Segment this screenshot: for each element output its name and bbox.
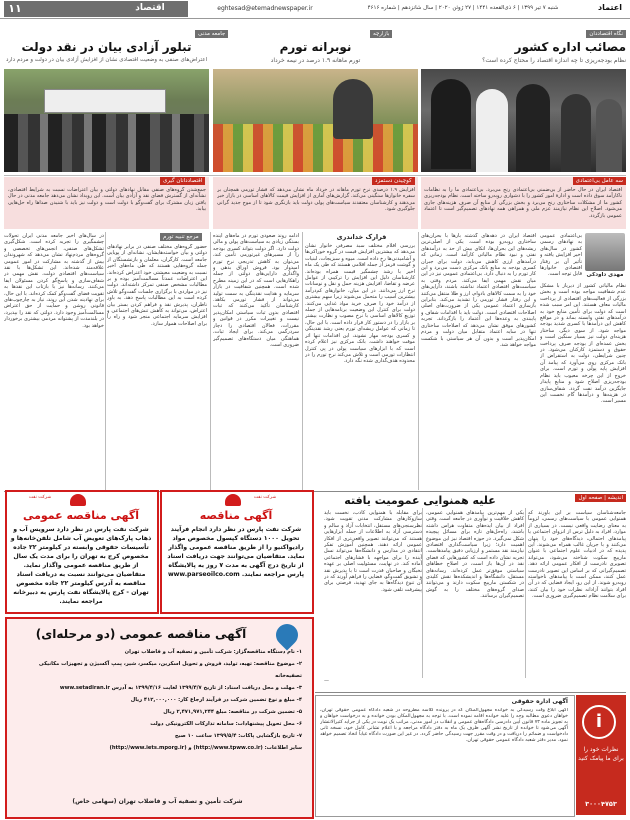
page-number: ۱۱ xyxy=(8,2,22,15)
article3-subhead: اعتراض‌های صنفی به وضعیت اقتصادی نشان از افزایش آزادی بیان در دولت و مردم دارد xyxy=(5,57,208,63)
article2-photo xyxy=(213,69,418,172)
col-d-tag: اقتصاددانان گیری xyxy=(160,177,205,185)
ad3-line: ۷- تاریخ بازگشایی پاکات: ۱۳۹۹/۵/۴ ساعت ۱۰ صبح xyxy=(174,733,302,739)
article4-col3: برای مقابله با همنوایی کاذب، نخست باید سازوکارهای مشارکت مدنی تقویت شود. نظرسنجی‌های مستقل، انتخابات آزاد و سالم و دسترسی آزاد به اطلاعات از جمله ابزارهایی هستند که می‌توانند تصویر واقعی‌تری از افکار عمومی ارائه دهند. همچنین آموزش تفکر انتقادی در مدارس و دانشگاه‌ها می‌تواند نسل آینده را برای مواجهه با فشارهای اجتماعی آماده کند. در نهایت، مسئولیت اصلی بر عهده نخبگان و صاحبان قدرت است تا با پذیرش نقد و تشویق گفت‌وگو، فضایی را فراهم آورند که در آن تنوع دیدگاه‌ها به جای تهدید، فرصتی برای پیشرفت تلقی شود. xyxy=(324,510,422,593)
ad3-company: شرکت تأمین و تصفیه آب و فاضلاب تهران (سهامی خاص) xyxy=(72,798,243,805)
article3-headline: تبلور آزادی بیان در نقد دولت xyxy=(21,40,192,54)
ad1-title: آگهی مناقصه عمومی xyxy=(22,509,140,522)
section-label: اقتصاد xyxy=(135,3,165,13)
info-icon: i xyxy=(582,705,616,739)
ad2-body: شرکت نفت پارس در نظر دارد انجام فرآیند تحویل ۱۰۰۰ دستگاه کپسول مخصوص مواد رادیواکتیو را از طریق مناقصه عمومی واگذار نماید. متقاضیان می‌توانند جهت دریافت اسناد از تاریخ درج آگهی به مدت ۷ روز به پالایشگاه پارس مراجعه نمایند. www.parseoilco.com xyxy=(167,526,305,578)
ad3-title: آگهی مناقصه عمومی (دو مرحله‌ای) xyxy=(35,627,247,641)
article3-intro-text: جمع‌شدن گروه‌های صنفی مقابل نهادهای دولتی و بیان اعتراضات نسبت به شرایط اقتصادی، نشانه‌ای از گسترش فضای نقد و آزادی بیان است. این رویداد نشان می‌دهد جامعه مدنی در حال یافتن زبان مشترک برای گفت‌وگو با دولت است و دولت نیز باید با شنیدن صداها راه حل‌هایی بیابد. xyxy=(8,187,206,213)
article2-headline: نوبرانه تورم xyxy=(279,40,352,54)
article4-byline: — xyxy=(324,678,329,684)
article1-tag: نگاه اقتصاددان xyxy=(586,30,626,38)
article4-col1: جامعه‌شناسان سیاست بر این باورند که همنوایی عمومی با سیاست‌های رسمی، لزوماً به معنای رضایت واقعی نیست. در بسیاری از موارد، افراد به دلیل ترس از انزوای اجتماعی یا پیامدهای احتمالی، دیدگاه‌های خود را پنهان می‌کنند و با جریان غالب همراه می‌شوند. این پدیده که در ادبیات علوم اجتماعی با عنوان مارپیچ سکوت شناخته می‌شود، می‌تواند تصویری نادرست از افکار عمومی ارائه دهد. تصمیم‌گیرانی که بر اساس این تصویر نادرست عمل کنند، ممکن است با پیامدهای ناخواسته روبه‌رو شوند. از این رو، ایجاد فضایی که در آن افراد بتوانند آزادانه نظرات خود را بیان کنند، برای سلامت نظام تصمیم‌گیری ضروری است. xyxy=(528,510,626,600)
article1-subhead: نظام بودجه‌ریزی تا چه اندازه اقتصاد را محتاج کرده است؟ xyxy=(482,57,626,64)
column-4-text: بررسی اقلام مختلف سبد مصرفی خانوار نشان می‌دهد که بیشترین افزایش قیمت در گروه خوراکی‌ها و آشامیدنی‌ها رخ داده است. میوه و سبزیجات، لبنیات و گوشت قرمز از جمله اقلامی هستند که طی یک ماه اخیر با رشد چشمگیر قیمت همراه بوده‌اند. کارشناسان دلیل این افزایش را ترکیبی از عوامل عرضه و تقاضا، افزایش هزینه حمل و نقل و نوسانات نرخ ارز می‌دانند. در این میان، خانوارهای کم‌درآمد بیشترین آسیب را متحمل می‌شوند زیرا سهم بیشتری از درآمد خود را صرف خرید مواد غذایی می‌کنند. دولت برای کنترل این وضعیت برنامه‌هایی از جمله توزیع کالاهای اساسی با نرخ مصوب و نظارت بیشتر بر بازار را در دستور کار قرار داده است. با این حال، تا زمانی که عوامل ریشه‌ای تورم یعنی رشد نقدینگی و کسری بودجه مهار نشوند، این اقدامات تنها اثر موقت خواهند داشت. بانک مرکزی نیز اعلام کرده است که با ابزارهای سیاست پولی در پی کنترل انتظارات تورمی است و تلاش می‌کند نرخ تورم را در محدوده هدف‌گذاری شده نگه دارد. xyxy=(305,243,415,365)
ad1-logo-icon xyxy=(70,494,86,506)
dateline: شنبه ۷ تیر ۱۳۹۹ | ۶ ذی‌القعده ۱۴۴۱ | ۲۷ ژوئن ۲۰۲۰ | سال شانزدهم | شماره ۴۶۱۶ xyxy=(367,5,559,11)
ad3-line: ۴- مبلغ و نوع تضمین شرکت در فرآیند ارجاع کار: ۴۱۲,۰۰۰,۰۰۰ ریال xyxy=(130,697,302,703)
ad1-logo: شرکت نفت xyxy=(28,495,52,500)
email: eghtesad@etemadnewspaper.ir xyxy=(217,5,313,12)
article2-intro-text: افزایش ۱.۹ درصدی نرخ تورم ماهانه در خرداد ماه نشان می‌دهد که فشار تورمی همچنان بر سفره خانوارها سنگینی می‌کند. گزارش‌های آماری از افزایش قیمت کالاهای اساسی در بازار خبر می‌دهند و کارشناسان معتقدند سیاست‌های پولی دولت باید بازنگری شود تا از موج جدید گرانی جلوگیری شود. xyxy=(217,187,415,213)
article3-photo xyxy=(4,69,209,172)
newspaper-logo: اعتماد xyxy=(598,3,622,12)
sms-label: نظرات خود را برای ما پیامک کنید xyxy=(578,746,624,762)
ad3-line: ۶- محل تحویل پیشنهادات: سامانه تدارکات الکترونیکی دولت xyxy=(150,721,302,727)
ad3-line: ۳- مهلت و محل دریافت اسناد: از تاریخ ۱۳۹۹/۴/۷ لغایت ۱۳۹۹/۴/۱۶ به آدرس www.setadiran.ir xyxy=(59,685,302,691)
article2-tag: بازارچه xyxy=(370,30,392,38)
notice-title: آگهی اداره حقوقی xyxy=(511,698,568,705)
ad2-title: آگهی مناقصه xyxy=(199,509,273,522)
author-photo xyxy=(585,233,625,271)
ad1-body: شرکت نفت پارس در نظر دارد سرویس آب و ذهاب پارک‌های تعویض آب شامل تلفن‌خانه‌ها و تأسیسات حقوقی وابسته در کیلومتر ۲۲ جاده مخصوص کرج به تهران را برای مدت یک سال از طریق مناقصه عمومی واگذار نماید. متقاضیان می‌توانند نسبت به دریافت اسناد مناقصه به آدرس کیلومتر ۲۲ جاده مخصوص تهران - کرج پالایشگاه نفت پارس به دبیرخانه مراجعه نمایند. xyxy=(10,526,152,605)
ad3-line: ۲- موضوع مناقصه: تهیه، تولید، فروش و تحویل اسکرین، میکسر، شیر، پمپ آکسیژن و تجهیزات مکانیکی تصفیه‌خانه xyxy=(38,661,302,679)
col-e-tag: مرجع تنبیه تورم xyxy=(160,233,202,241)
article4-headline: علیه همنوایی عمومیت یافته xyxy=(344,494,496,507)
sms-number: ۳۰۰۰۴۷۵۳ xyxy=(585,800,617,808)
column-6-text: حضور گروه‌های مختلف صنفی در برابر نهادهای دولتی و بیان خواسته‌هایشان، نشانه‌ای از پویایی جامعه است. کارگران، معلمان و بازنشستگان از جمله گروه‌هایی هستند که طی ماه‌های اخیر نسبت به وضعیت معیشتی خود اعتراض کرده‌اند. این اعتراضات عمدتاً مسالمت‌آمیز بوده و بر مطالبات مشخص صنفی تمرکز داشته‌اند. دولت نیز در مواردی با برگزاری جلسات گفت‌وگو تلاش کرده است به این مطالبات پاسخ دهد. به باور ناظران، پذیرش نقد و فراهم کردن بستر بیان اعتراض، می‌تواند به کاهش تنش‌های اجتماعی و افزایش سرمایه اجتماعی منجر شود و راه را برای اصلاحات هموار سازد. xyxy=(107,244,207,327)
article1-photo xyxy=(421,69,626,172)
column-2-text: نظام مالیاتی کشور از دیرباز با مشکل عدم شفافیت مواجه بوده است و بخش بزرگی از فعالیت‌های اقتصادی از پرداخت مالیات معاف هستند. این امر سبب شده است که دولت برای تأمین منابع خود به درآمدهای نفتی وابسته بماند و در مواقع کاهش این درآمدها با کسری شدید بودجه مواجه شود. از سوی دیگر، ساختار هزینه‌ای دولت نیز بسیار سنگین است و بخش عمده‌ای از بودجه صرف پرداخت حقوق و دستمزد کارکنان می‌شود. در چنین شرایطی، دولت به استقراض از بانک مرکزی روی می‌آورد که پیامد آن افزایش پایه پولی و تورم است. برای خروج از این چرخه معیوب باید نظام بودجه‌ریزی اصلاح شود و منابع پایدار جایگزین درآمد نفت گردد. شفاف‌سازی در هزینه‌ها و درآمدها گام نخست این مسیر است. xyxy=(540,283,626,405)
article4-col2: یکی از مهم‌ترین پیامدهای همنوایی عمومی، کاهش خلاقیت و نوآوری در جامعه است. وقتی افراد از بیان ایده‌های متفاوت هراس داشته باشند، راه‌حل‌های تازه برای مسائل پیچیده شکل نمی‌گیرد. در حوزه اقتصاد نیز این موضوع اهمیت دارد؛ زیرا سیاست‌گذاری اقتصادی نیازمند نقد مستمر و ارزیابی دقیق پیامدهاست. تجربه نشان داده است که کشورهایی که فضای نقد در آن‌ها باز است، در اصلاح خطاهای سیاستی موفق‌تر عمل کرده‌اند. رسانه‌های مستقل، دانشگاه‌ها و اندیشکده‌ها نقش کلیدی در شکستن مارپیچ سکوت دارند و می‌توانند صدای گروه‌های مختلف را به گوش تصمیم‌گیران برسانند. xyxy=(426,510,524,600)
col-b-title: قرارک خداندری xyxy=(336,233,387,241)
column-3-text: اقتصاد ایران در دهه‌های گذشته بارها با بحران‌های ساختاری روبه‌رو بوده است. یکی از اصلی‌ترین ریشه‌های این بحران‌ها، اتکای بیش از حد به درآمدهای نفتی و نبود نظام مالیاتی کارآمد است. زمانی که درآمدهای ارزی کاهش می‌یابد، دولت برای جبران کسری بودجه به منابع بانک مرکزی دست می‌برد و این کار تورم را به دنبال دارد. بی‌اعتمادی عمومی نیز در این میان نقش مهمی ایفا می‌کند. مردم وقتی به سیاست‌های اقتصادی اعتماد نداشته باشند، دارایی‌های خود را به سمت کالاهای بادوام، ارز و طلا منتقل می‌کنند و این رفتار فشار تورمی را تشدید می‌کند. بنابراین بازسازی اعتماد عمومی یکی از ضرورت‌های اصلی اصلاحات اقتصادی است. دولت باید با اقدامات شفاف و پایبندی به وعده‌ها این اعتماد را بازگرداند. تجربه کشورهای موفق نشان می‌دهد که اصلاحات ساختاری تنها در سایه اعتماد متقابل میان دولت و مردم امکان‌پذیر است و بدون آن هر سیاستی با شکست مواجه خواهد شد. xyxy=(421,233,536,348)
article1-intro-text: اقتصاد ایران در حال حاضر از بی‌ضمنی بی‌اعتمادی رنج می‌برد. بی‌اعتمادی ما را به نظامات ناکارآمد سوق داده است و ادارهٔ امور کشور را با دشواری روبه‌رو ساخته است. نظام بودجه‌ریزی کشور ما از مشکلات ساختاری رنج می‌برد و بخش بزرگی از منابع آن صرف هزینه‌های جاری می‌شود. اصلاح این نظام نیازمند عزم ملی و همراهی همه نهادهای تصمیم‌گیر است تا اعتماد عمومی بازگردد. xyxy=(424,187,622,219)
col-c-tag: کوچیدن دستمزد xyxy=(372,177,415,185)
column-1-text: بی‌اعتمادی عمومی به نهادهای رسمی کشور در سال‌های اخیر افزایش یافته و تأثیر آن بر رفتار اقتصادی خانوارها قابل توجه است. xyxy=(540,233,582,278)
masthead xyxy=(0,0,630,19)
column-5-text: ادامه روند صعودی تورم در ماه‌های آینده بستگی زیادی به سیاست‌های پولی و مالی دولت دارد. اگر دولت بتواند کسری بودجه را از مسیرهای غیرتورمی تأمین کند، می‌توان به کاهش تدریجی نرخ تورم امیدوار بود. فروش اوراق بدهی و واگذاری دارایی‌های دولتی از جمله راهکارهایی است که در این زمینه مطرح شده است. همچنین شفافیت در بازار سرمایه و هدایت نقدینگی به سمت تولید می‌تواند از فشار تورمی بکاهد. کارشناسان تأکید می‌کنند که ثبات اقتصادی بدون ثبات سیاستی امکان‌پذیر نیست و تغییرات مکرر در قوانین و مقررات، فعالان اقتصادی را دچار سردرگمی می‌کند. برای ایجاد ثبات، هماهنگی میان دستگاه‌های تصمیم‌گیر ضروری است. xyxy=(213,233,299,348)
article2-subhead: تورم ماهانه ۱.۹ درصد در نیمه خرداد xyxy=(270,57,361,64)
author-name: مهدی داودکی xyxy=(586,272,624,278)
article3-tag: جامعه مدنی xyxy=(195,30,228,38)
article4-tag: اندیشه | صفحه اول xyxy=(575,494,626,502)
ad3-line: ۱- نام دستگاه مناقصه‌گزار: شرکت تأمین و تصفیه آب و فاضلاب تهران xyxy=(124,649,302,655)
notice-text: آگهی ابلاغ وقت رسیدگی به خوانده مجهول‌المکان که در پرونده کلاسه مطروحه در شعبه دادگاه عمومی حقوقی تهران، خواهان دعوی مطالبه وجه را علیه خوانده اقامه نموده است. با توجه به مجهول‌المکان بودن خوانده و به درخواست خواهان و به تجویز ماده ۷۳ قانون آیین دادرسی دادگاه‌های عمومی و انقلاب در امور مدنی، مراتب یک نوبت در یکی از جراید کثیرالانتشار آگهی می‌شود تا خوانده از تاریخ نشر آگهی ظرف یک ماه به دفتر دادگاه مراجعه و با اعلام نشانی کامل خود، نسخه ثانی دادخواست و ضمائم را دریافت و در وقت مقرر جهت رسیدگی حاضر گردد. در غیر این صورت دادگاه غیاباً اتخاذ تصمیم خواهد نمود. مدیر دفتر شعبه دادگاه عمومی حقوقی تهران. xyxy=(320,708,568,743)
ad2-logo: شرکت نفت xyxy=(253,495,277,500)
ad3-line: ۵- تضمین شرکت در مناقصه: مبلغ ۲,۴۷۱,۹۷۱,۲۴۴ ریال xyxy=(163,709,302,715)
ad2-logo-icon xyxy=(225,494,241,506)
col-a-tag: سه عامل بی‌اعتمادی xyxy=(573,177,626,185)
ad3-line: سایر اطلاعات: (http://www.tpww.co.ir) و (http://www.iets.mporg.ir) xyxy=(109,745,302,751)
column-7-text: در سال‌های اخیر جامعه مدنی ایران تحولات چشمگیری را تجربه کرده است. شکل‌گیری تشکل‌های صنفی، انجمن‌های تخصصی و گروه‌های مردم‌نهاد نشان می‌دهد که شهروندان بیش از گذشته به مشارکت در امور عمومی علاقه‌مند شده‌اند. این تشکل‌ها با نقد سیاست‌های اقتصادی دولت، نقش مهمی در شفاف‌سازی و پاسخ‌گو کردن مسئولان ایفا می‌کنند. رسانه‌ها نیز با بازتاب این نقدها به تقویت فضای گفت‌وگو کمک کرده‌اند. با این حال، برای نهادینه شدن این روند، نیاز به چارچوب‌های قانونی روشن و حمایت از حق اعتراض مسالمت‌آمیز وجود دارد. دولتی که نقد را بپذیرد، در بلندمدت از پشتوانه مردمی بیشتری برخوردار خواهد بود. xyxy=(4,233,104,329)
ad3-lines xyxy=(12,646,302,794)
article1-headline: مصائب اداره کشور xyxy=(514,40,626,54)
